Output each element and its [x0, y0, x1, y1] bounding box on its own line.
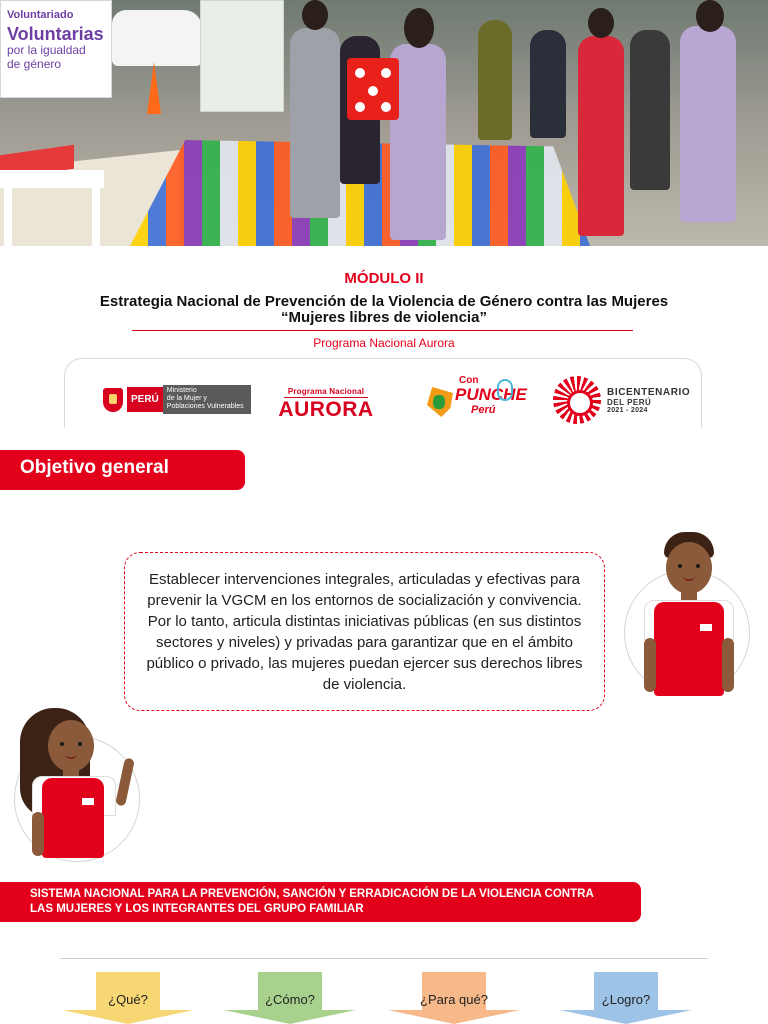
- coat-of-arms-icon: [103, 388, 123, 412]
- sistema-line-1: SISTEMA NACIONAL PARA LA PREVENCIÓN, SANCIÓN Y ERRADICACIÓN DE LA VIOLENCIA CONTRA: [30, 888, 594, 900]
- info-table: [0, 150, 104, 246]
- arrow-label: ¿Para qué?: [420, 992, 488, 1007]
- board-brand: Voluntariado: [7, 9, 74, 21]
- page-title: Estrategia Nacional de Prevención de la Violencia de Género contra las Mujeres: [99, 293, 669, 310]
- program-name: Programa Nacional Aurora: [313, 336, 455, 350]
- ministry-logo: [103, 385, 251, 414]
- logo-bar: [64, 358, 702, 428]
- bicentenario-logo: BICENTENARIO DEL PERÚ 2021 - 2024: [553, 376, 690, 424]
- sistema-line-2: LAS MUJERES Y LOS INTEGRANTES DEL GRUPO FAMILIAR: [30, 903, 364, 915]
- arrow-label: ¿Cómo?: [265, 992, 315, 1007]
- board-line-3: de género: [7, 57, 62, 71]
- arrow-para-que: [388, 972, 520, 1024]
- red-dice-box: [347, 58, 399, 120]
- sistema-nacional-banner: [0, 882, 641, 922]
- bicentenario-ring-icon: [553, 376, 601, 424]
- person: [530, 30, 566, 138]
- girl-character-illustration: [12, 706, 142, 862]
- boy-character-illustration: [622, 530, 752, 702]
- arrow-label: ¿Qué?: [108, 992, 148, 1007]
- arrow-como: [224, 972, 356, 1024]
- board-line-1: Voluntarias: [7, 24, 104, 44]
- parked-car: [112, 10, 202, 66]
- arm-flex-icon: [497, 379, 513, 401]
- peru-map-icon: [427, 387, 453, 417]
- ministry-name: Ministerio de la Mujer y Poblaciones Vulnerables: [163, 385, 251, 414]
- traffic-cone: [147, 62, 161, 114]
- objetivo-heading: Objetivo general: [0, 450, 245, 490]
- hero-photo: [0, 0, 768, 246]
- section-divider: [60, 958, 708, 959]
- person: [478, 20, 512, 140]
- aurora-logo: Programa Nacional AURORA: [278, 387, 374, 421]
- peru-tag: PERÚ: [127, 387, 163, 412]
- person: [630, 30, 670, 190]
- info-poster: [200, 0, 284, 112]
- page-subtitle: “Mujeres libres de violencia”: [281, 309, 487, 326]
- board-line-2: por la igualdad: [7, 43, 86, 57]
- module-label: MÓDULO II: [344, 270, 424, 287]
- arrow-logro: [560, 972, 692, 1024]
- objetivo-text: Establecer intervenciones integrales, articuladas y efectivas para prevenir la VGCM en los entornos de socialización y convivencia. Por lo tanto, articula distintas iniciativas públicas (en sus distintos sectores y niveles) y privadas para garantizar que en el ámbito público o privado, las mujeres puedan ejercer sus derechos libres de violencia.: [124, 552, 605, 711]
- con-punche-peru-logo: Con PUNCHE Perú: [427, 375, 517, 423]
- volunteer-board: [0, 0, 112, 98]
- person: [290, 28, 340, 218]
- arrow-label: ¿Logro?: [601, 992, 651, 1007]
- arrow-que: [62, 972, 194, 1024]
- person: [578, 36, 624, 236]
- person: [680, 26, 736, 222]
- title-divider: [132, 330, 633, 331]
